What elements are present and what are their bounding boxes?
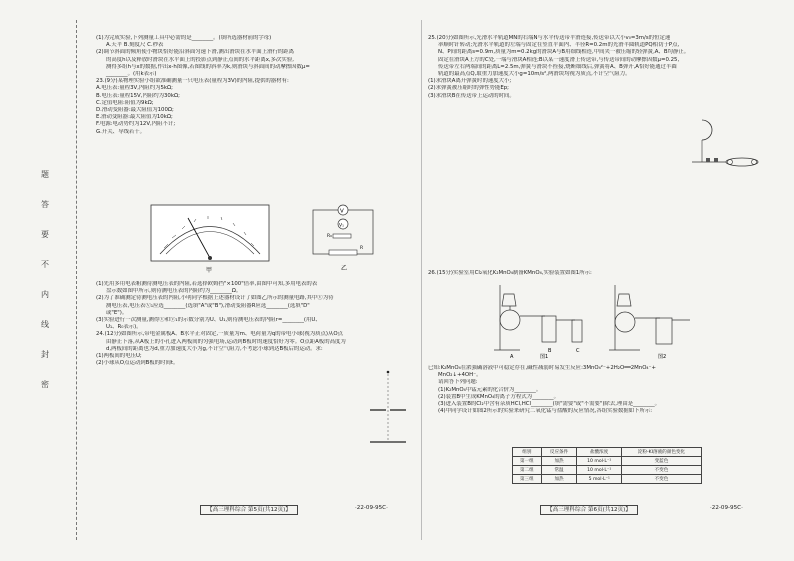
- text-line: 或"E")。: [106, 309, 128, 316]
- right-footer-code: ·22-09-95C·: [710, 505, 743, 511]
- text-line: ________。(用k表示): [106, 71, 157, 78]
- table-row: [513, 466, 702, 475]
- table-header: 组别: [513, 448, 542, 457]
- text-line: (1)两板间的电压U;: [96, 353, 142, 360]
- text-line: A.天平 B.刻度尺 C.秒表: [106, 42, 164, 49]
- left-page: [96, 35, 416, 136]
- voltmeter-v1-label: V₁: [339, 223, 344, 229]
- text-line: (2)调节斜面的倾角使小物块恰好能沿斜面匀速下滑,测出滑块在水平面上滑行的距离: [96, 49, 295, 56]
- binding-margin: [18, 20, 77, 540]
- experiment-table: [512, 447, 702, 484]
- table-cell: 加热: [541, 475, 577, 484]
- text-line: 请回答下列问题:: [438, 379, 478, 386]
- text-line: (2)装置B中生成KMnO₄的离子方程式为________。: [438, 393, 559, 400]
- voltmeter-v-label: V: [340, 208, 344, 215]
- text-line: (3)求滑块B在传送带上运动的时间。: [428, 92, 515, 99]
- circuit-diagram-figure: [305, 204, 385, 274]
- fig2-caption: 图2: [658, 354, 667, 360]
- text-line: (3)实验进行一次测量,测得Ⓥ和Ⓥ₁的示数分别为U、U₁,则待测电压表的内阻r=________(用U、: [96, 317, 321, 324]
- text-line: 传送带左右两端间的距离L=2.5m,弹簧与滑块不拴接,烧断细线后,弹簧将A、B弹开,A恰好能通过半圆: [438, 63, 677, 70]
- table-header: 反应条件: [541, 448, 577, 457]
- right-page-q26: [428, 270, 758, 277]
- text-line: 的高度h以及释放时滑块在水平面上的投影点到静止点间的水平距离x,多次实验,: [106, 56, 294, 63]
- text-line: 由静止下落,从A板上的小孔进入两板间的匀强电场,运动到B板时的速度恰好为零。O点距A板的高度为: [106, 338, 346, 345]
- table-cell: 第一组: [513, 457, 542, 466]
- table-header-row: [513, 448, 702, 457]
- fig-label-yi: 乙: [341, 265, 348, 272]
- table-cell: 第二组: [513, 466, 542, 475]
- text-line: (1)先用多用电表粗测待测电压表的内阻,若选择欧姆挡"×100"倍率,由图甲可知,多用电表的表: [96, 281, 318, 287]
- gutter-char: 线: [41, 320, 49, 329]
- conveyor-figure: [690, 112, 760, 172]
- gutter-char: 封: [41, 350, 49, 359]
- gutter-char: 不: [41, 260, 49, 269]
- left-page-lower: [96, 281, 416, 367]
- table-cell: 第三组: [513, 475, 542, 484]
- table-row: [513, 475, 702, 484]
- text-line: E.滑动变阻器:最大阻值为10kΩ;: [96, 114, 173, 121]
- text-line: 测电压表,电压表Ⓥ₁应选________(选填"A"或"B"),滑动变阻器R应选________(选填"D": [106, 302, 310, 309]
- text-line: (2)求弹簧被压缩时的弹性势能Ep;: [428, 85, 509, 92]
- page-number: 【高三理科综合 第6页(共12页)】: [540, 505, 638, 515]
- left-footer-code: ·22-09-95C·: [355, 505, 388, 511]
- table-header: 淀粉-KI溶液的颜色变化: [621, 448, 701, 457]
- text-line: 测得多组h与x的数据,作出x-h图像,若图线的斜率为k,则滑块与斜面间的动摩擦因数μ=: [106, 63, 310, 70]
- text-line: C.定值电阻:阻值为9kΩ;: [96, 99, 154, 106]
- table-row: [513, 457, 702, 466]
- multimeter-dial-figure: [150, 204, 270, 274]
- gutter-char: 内: [41, 290, 49, 299]
- table-cell: 不变色: [621, 475, 701, 484]
- text-line: D.滑动变阻器:最大阻值为100Ω;: [96, 107, 174, 114]
- text-line: 盘示数如图甲所示,则待测电压表的内阻约为________Ω。: [106, 288, 242, 295]
- right-page-q26-body: [428, 365, 758, 415]
- gutter-char: 要: [41, 230, 49, 239]
- text-line: 固定在滑块A上方的C处,一端与滑块A相连;B以某一速度滑上传送带,与传送带间的动摩擦因数μ=0.25,: [438, 56, 680, 63]
- table-cell: 10 mol·L⁻¹: [577, 457, 622, 466]
- table-cell: 变蓝色: [621, 457, 701, 466]
- text-line: 轨道的最高点Q,取重力加速度大小g=10m/s²,两滑块均视为质点,不计空气阻力。: [438, 71, 631, 78]
- text-line: 已知:K₂MnO₄在浓强碱溶液中可稳定存在,碱性减弱时易发生反应:3MnO₄²⁻+2H₂O══2MnO₄⁻+: [428, 365, 656, 371]
- fig1-caption: 图1: [540, 354, 549, 360]
- text-line: A.电压表:量程3V,内阻约为5kΩ;: [96, 85, 173, 92]
- text-line: d,两板间的距离也为d,重力加速度大小为g,不计空气阻力,不考虑小球到达B板后的运动。求:: [106, 345, 323, 352]
- text-line: G.开关、导线若干。: [96, 128, 146, 135]
- gutter-char: 密: [41, 380, 49, 389]
- page-number: 【高三理科综合 第5页(共12页)】: [200, 505, 298, 515]
- text-line: 率顺时针转动;光滑水平轨道的左端与固定在竖直平面内、半径R=0.2m的光滑半圆轨道PQ相切于P点,: [438, 42, 680, 49]
- text-line: F.电源:电动势约为12V,内阻不计;: [96, 121, 176, 128]
- charged-plates-figure: [360, 368, 410, 448]
- text-line: B.电压表:量程15V,内阻约为30kΩ;: [96, 92, 180, 99]
- text-line: (2)小球从O点运动到B板的时间t。: [96, 360, 179, 367]
- table-cell: 10 mol·L⁻¹: [577, 466, 622, 475]
- fig1-label-c: C: [576, 348, 580, 354]
- table-cell: 5 mol·L⁻¹: [577, 475, 622, 484]
- text-line: (1)为完成实验,下列测量工具中必需的是________。(填所选器材前的字母): [96, 35, 272, 41]
- text-line: U₁、R₀表示)。: [106, 324, 142, 331]
- table-cell: 常温: [541, 466, 577, 475]
- text-line: MnO₂↓+4OH⁻。: [438, 372, 482, 379]
- text-line: 25.(20分)如图所示,光滑水平轨道MN的右端N与水平传送带平滑连接,传送带以大小v₀=3m/s的恒定速: [428, 35, 671, 41]
- right-page: [428, 35, 758, 100]
- fig1-label-a: A: [510, 354, 514, 360]
- right-footer: [540, 505, 638, 513]
- text-line: N、P间的距离s=0.9m,质量为m=0.2kg的滑块A与B用细线相连,中间夹一被压缩的轻弹簧,A、B均静止。: [438, 49, 690, 56]
- text-line: 24.(12分)如图所示,带电金属板A、B水平正对固定,一质量为m、电荷量为q的带电小球(视为质点)从O点: [96, 331, 344, 338]
- table-header: 盐酸浓度: [577, 448, 622, 457]
- gutter-char: 答: [41, 200, 49, 209]
- gutter-char: 题: [41, 170, 49, 179]
- text-line: (3)进入装置B的Cl₂中含有杂质HCl,HCl________(填"需要"或"不需要")除去,理由是________。: [438, 401, 661, 408]
- text-line: (1)求滑块A离开弹簧时的速度大小;: [428, 78, 512, 85]
- rheostat-r-label: R: [360, 246, 364, 251]
- apparatus-figure: [490, 280, 740, 360]
- resistor-r0-label: R₀: [327, 234, 332, 239]
- text-line: 26.(15分)实验室用Cl₂氧化K₂MnO₄制备KMnO₄,实验装置如图1所示:: [428, 270, 592, 276]
- fig1-label-b: B: [548, 348, 552, 354]
- table-cell: 不变色: [621, 466, 701, 475]
- fig-label-jia: 甲: [206, 267, 213, 274]
- page-divider: [421, 20, 422, 540]
- text-line: (1)K₂MnO₄中锰元素的化合价为________。: [438, 386, 542, 393]
- text-line: (2)为了准确测定待测电压表的内阻,小明同学根据上述器材设计了如图乙所示的测量电路,其中Ⓥ为待: [96, 295, 334, 302]
- left-footer: [200, 505, 298, 513]
- table-cell: 加热: [541, 457, 577, 466]
- text-line: 23.(9分)某物理实验小组欲准确测量一只电压表(量程为3V)的内阻,提供的器材有:: [96, 78, 289, 85]
- text-line: (4)甲同学设计如图2所示的实验来研究二氧化锰与盐酸的反应情况,各组实验数据如下所示:: [438, 408, 653, 415]
